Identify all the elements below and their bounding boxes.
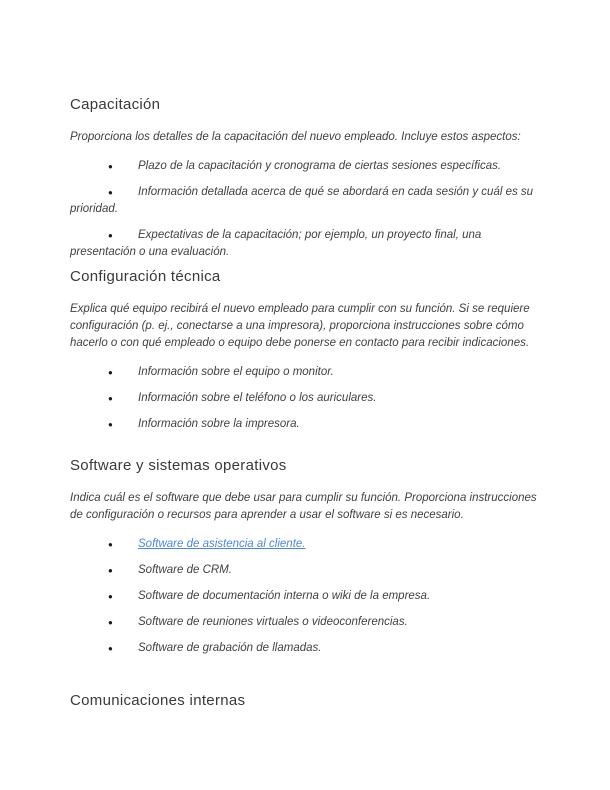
bullet-icon: ● xyxy=(108,162,113,171)
list-item xyxy=(70,562,550,579)
list-item xyxy=(70,364,550,381)
list-item xyxy=(70,614,550,631)
bullet-icon: ● xyxy=(108,540,113,549)
software-asistencia-cliente-link[interactable]: Software de asistencia al cliente. xyxy=(138,538,306,550)
list-item xyxy=(70,158,550,175)
bullet-icon: ● xyxy=(108,368,113,377)
list-item-text: Expectativas de la capacitación; por ejemplo, un proyecto final, una presentación o una evaluación. xyxy=(70,229,482,258)
list-item-text: Software de grabación de llamadas. xyxy=(138,642,322,654)
section-intro-configuracion-tecnica: Explica qué equipo recibirá el nuevo empleado para cumplir con su función. Si se requiere configuración (p. ej., conectarse a una impresora), proporciona instrucciones sobre cómo hacerlo o con qué empleado o equipo debe ponerse en contacto para recibir indicaciones. xyxy=(70,303,530,349)
section-heading-capacitacion: Capacitación xyxy=(70,96,161,113)
list-item-text: Información detallada acerca de qué se abordará en cada sesión y cuál es su prioridad. xyxy=(70,186,534,215)
list-item-text: Información sobre el equipo o monitor. xyxy=(138,366,334,378)
list-item xyxy=(70,416,550,433)
section-heading-comunicaciones-internas: Comunicaciones internas xyxy=(70,692,246,709)
list-item xyxy=(70,536,550,553)
section-heading-software-sistemas: Software y sistemas operativos xyxy=(70,457,287,474)
list-item-text: Plazo de la capacitación y cronograma de ciertas sesiones específicas. xyxy=(138,160,502,172)
bullet-icon: ● xyxy=(108,592,113,601)
section-intro-capacitacion: Proporciona los detalles de la capacitación del nuevo empleado. Incluye estos aspectos: xyxy=(70,131,521,143)
bullet-icon: ● xyxy=(108,644,113,653)
list-item-text: Software de reuniones virtuales o videoconferencias. xyxy=(138,616,408,628)
list-item xyxy=(70,640,550,657)
bullet-icon: ● xyxy=(108,420,113,429)
list-item xyxy=(70,227,550,261)
list-item-text: Información sobre el teléfono o los auriculares. xyxy=(138,392,377,404)
list-item-text: Información sobre la impresora. xyxy=(138,418,300,430)
bullet-icon: ● xyxy=(108,231,113,240)
bullet-icon: ● xyxy=(108,566,113,575)
bullet-icon: ● xyxy=(108,394,113,403)
bullet-icon: ● xyxy=(108,618,113,627)
list-item-text: Software de documentación interna o wiki de la empresa. xyxy=(138,590,431,602)
bullet-icon: ● xyxy=(108,188,113,197)
list-item-text: Software de CRM. xyxy=(138,564,232,576)
section-heading-configuracion-tecnica: Configuración técnica xyxy=(70,268,221,285)
list-item xyxy=(70,588,550,605)
list-item xyxy=(70,184,550,218)
list-item xyxy=(70,390,550,407)
section-intro-software-sistemas: Indica cuál es el software que debe usar para cumplir su función. Proporciona instrucciones de configuración o recursos para aprender a usar el software si es necesario. xyxy=(70,492,537,521)
